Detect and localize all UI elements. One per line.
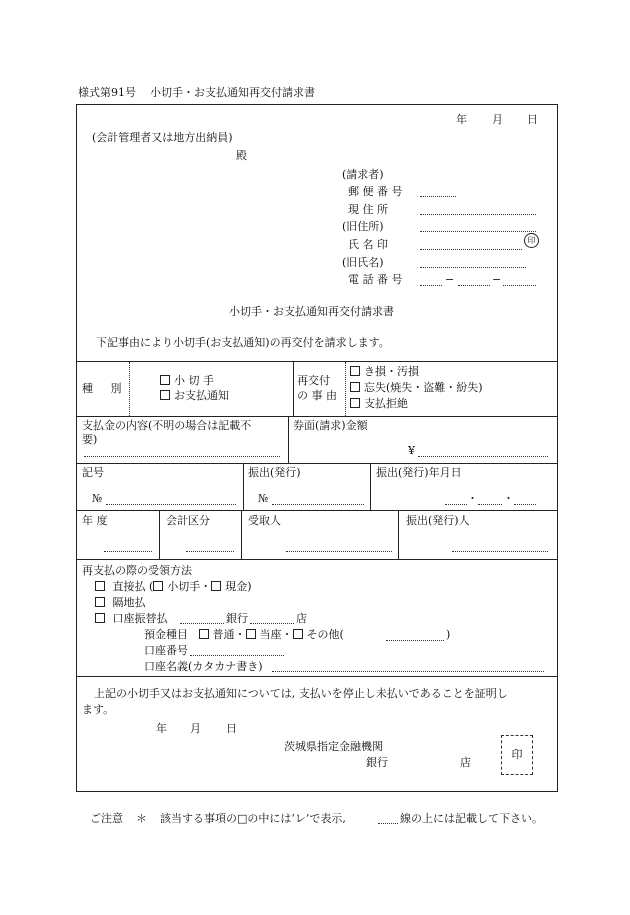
reason-option-lost[interactable]: 忘失(焼失・盗難・紛失): [350, 381, 483, 395]
branch-label: 店: [296, 612, 307, 625]
receive-heading: 再支払の際の受領方法: [82, 564, 192, 577]
checkbox-icon[interactable]: [95, 613, 105, 623]
checkbox-icon[interactable]: [95, 597, 105, 607]
phone-field-2[interactable]: [458, 285, 490, 286]
institution-name: 茨城県指定金融機関: [284, 740, 383, 753]
issue-date-day[interactable]: [514, 504, 536, 505]
date-day: 日: [527, 113, 538, 126]
divider: [77, 676, 557, 677]
divider: [77, 559, 557, 560]
cert-bank: 銀行: [366, 756, 388, 769]
divider: [77, 510, 557, 511]
divider: [243, 464, 244, 510]
receive-transfer[interactable]: 口座振替払: [95, 612, 168, 626]
address-label: 現 住 所: [348, 203, 388, 216]
footer-note-label: ご注意: [90, 812, 123, 825]
divider: [241, 511, 242, 559]
checkbox-icon[interactable]: [95, 581, 105, 591]
form-title: 小切手・お支払通知再交付請求書: [150, 86, 315, 99]
checkbox-icon[interactable]: [199, 629, 209, 639]
issue-no: №: [258, 492, 269, 505]
form-number: 様式第91号: [78, 86, 136, 99]
phone-field-1[interactable]: [420, 285, 442, 286]
reason-label-1: 再交付: [297, 374, 330, 387]
divider: [345, 362, 346, 416]
fiscal-year-label: 年 度: [82, 514, 108, 527]
checkbox-icon[interactable]: [350, 366, 360, 376]
branch-name-field[interactable]: [250, 623, 294, 624]
phone-label: 電 話 番 号: [348, 273, 403, 286]
old-name-field[interactable]: [420, 267, 526, 268]
deposit-type[interactable]: 預金種目 普通・ 当座・ その他(: [144, 628, 344, 641]
record-label: 記号: [82, 466, 104, 479]
divider: [159, 511, 160, 559]
type-label: 種 別: [82, 382, 122, 395]
name-field[interactable]: [420, 249, 522, 250]
checkbox-icon[interactable]: [160, 390, 170, 400]
issuer-field[interactable]: [452, 551, 548, 552]
issue-date-label: 振出(発行)年月日: [376, 466, 462, 479]
recipient-field[interactable]: [286, 551, 392, 552]
cert-month: 月: [190, 722, 201, 735]
divider: [129, 362, 130, 416]
requester-heading: (請求者): [342, 168, 384, 181]
fiscal-year-field[interactable]: [104, 551, 152, 552]
addressee-honorific: 殿: [236, 149, 247, 162]
cert-branch: 店: [460, 756, 471, 769]
checkbox-icon[interactable]: [293, 629, 303, 639]
amount-field[interactable]: [418, 456, 548, 457]
account-label: 会計区分: [166, 514, 210, 527]
issue-field[interactable]: [272, 504, 364, 505]
postal-field[interactable]: [420, 196, 456, 197]
record-no: №: [92, 492, 103, 505]
issue-label: 振出(発行): [248, 466, 301, 479]
addressee-title: (会計管理者又は地方出納員): [92, 131, 233, 144]
seal-mark: 印: [524, 233, 539, 248]
certification-line1: 上記の小切手又はお支払通知については, 支払いを停止し未払いであることを証明し: [94, 687, 508, 700]
seal-box: 印: [501, 735, 533, 775]
request-text: 下記事由により小切手(お支払通知)の再交付を請求します。: [96, 336, 390, 349]
issue-date-year[interactable]: [445, 504, 467, 505]
footer-sample-line: [378, 823, 398, 824]
other-close: ): [446, 628, 451, 641]
cert-day: 日: [226, 722, 237, 735]
asterisk-icon: ＊: [136, 812, 147, 825]
payment-content-field[interactable]: [84, 456, 280, 457]
checkbox-icon[interactable]: [350, 398, 360, 408]
divider: [77, 463, 557, 464]
bank-name-field[interactable]: [180, 623, 224, 624]
type-option-check[interactable]: 小 切 手: [160, 374, 214, 388]
phone-field-3[interactable]: [503, 285, 536, 286]
account-name-label: 口座名義(カタカナ書き): [144, 660, 263, 673]
account-number-label: 口座番号: [144, 644, 188, 657]
yen-sign: ¥: [408, 444, 415, 457]
name-label: 氏 名 印: [348, 238, 388, 251]
account-name-field[interactable]: [272, 671, 544, 672]
old-address-label: (旧住所): [342, 220, 384, 233]
old-address-field[interactable]: [420, 231, 536, 232]
postal-label: 郵 便 番 号: [348, 185, 403, 198]
date-year: 年: [456, 113, 467, 126]
divider: [293, 362, 294, 416]
reason-label-2: の 事 由: [297, 389, 337, 402]
divider: [370, 464, 371, 510]
issuer-label: 振出(発行)人: [406, 514, 470, 527]
phone-sep: −: [445, 273, 455, 286]
footer-note-text: 該当する事項の□の中には‘レ’で表示,: [160, 812, 346, 825]
checkbox-icon[interactable]: [211, 581, 221, 591]
footer-note-text2: 線の上には記載して下さい。: [400, 812, 543, 825]
receive-remote[interactable]: 隔地払: [95, 596, 146, 610]
account-field[interactable]: [186, 551, 234, 552]
checkbox-icon[interactable]: [246, 629, 256, 639]
payment-content-line1: 支払金の内容(不明の場合は記載不: [82, 419, 252, 432]
certification-line2: ます。: [82, 703, 115, 716]
record-field[interactable]: [106, 504, 236, 505]
issue-date-month[interactable]: [478, 504, 502, 505]
receive-direct[interactable]: 直接払 ( 小切手・ 現金): [95, 580, 252, 594]
recipient-label: 受取人: [248, 514, 281, 527]
account-number-field[interactable]: [190, 655, 284, 656]
old-name-label: (旧氏名): [342, 256, 384, 269]
reason-option-refused[interactable]: 支払拒絶: [350, 397, 408, 411]
cert-year: 年: [156, 722, 167, 735]
reason-option-damage[interactable]: き損・汚損: [350, 365, 419, 379]
divider: [288, 417, 289, 463]
issue-date-dot: ・: [467, 492, 478, 505]
checkbox-icon[interactable]: [153, 581, 163, 591]
divider: [77, 361, 557, 362]
payment-content-line2: 要): [82, 433, 98, 446]
checkbox-icon[interactable]: [160, 375, 170, 385]
issue-date-dot: ・: [503, 492, 514, 505]
divider: [77, 416, 557, 417]
bank-label: 銀行: [226, 612, 248, 625]
address-field[interactable]: [420, 214, 536, 215]
face-amount-label: 券面(請求)金額: [293, 419, 368, 432]
center-title: 小切手・お支払通知再交付請求書: [229, 305, 394, 318]
date-month: 月: [492, 113, 503, 126]
checkbox-icon[interactable]: [350, 382, 360, 392]
type-option-notice[interactable]: お支払通知: [160, 389, 229, 403]
divider: [398, 511, 399, 559]
other-type-field[interactable]: [386, 640, 444, 641]
phone-sep: −: [492, 273, 502, 286]
